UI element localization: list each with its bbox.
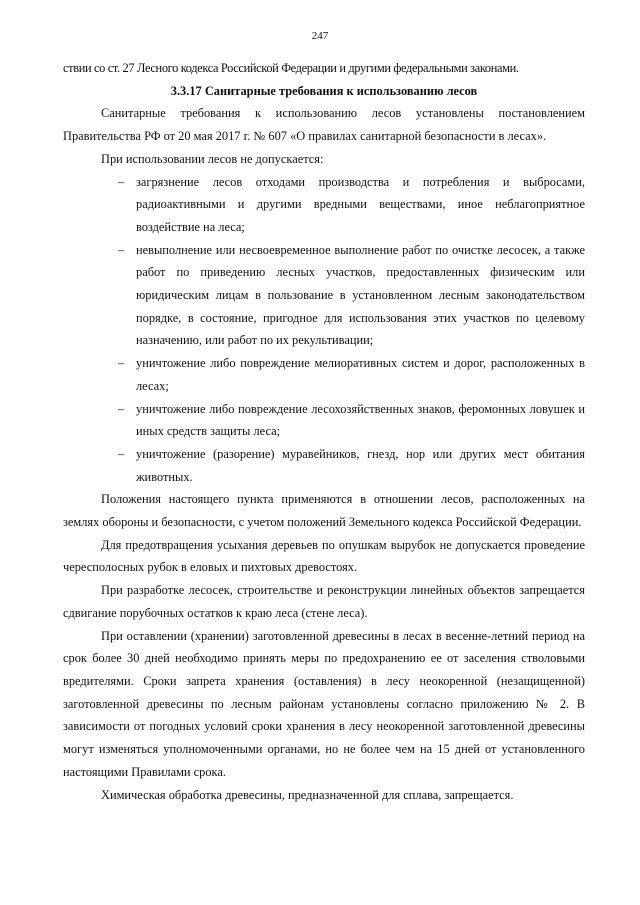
- list-item-text: загрязнение лесов отходами производства и потребления и выбросами, радиоактивными и другими вредными веществами, иное неблагоприятное воздействие на леса;: [136, 174, 585, 234]
- section-title: 3.3.17 Санитарные требования к использованию лесов: [170, 83, 478, 98]
- list-item-text: невыполнение или несвоевременное выполнение работ по очистке лесосек, а также работ по приведению лесных участков, предоставленных физическим или юридическим лицам в пользование в установленном лесным законодательством порядке, в состояние, пригодное для использования этих участков по целевому назначению, или работ по их рекультивации;: [136, 242, 585, 348]
- paragraph-drying-prevention: Для предотвращения усыхания деревьев по опушкам вырубок не допускается проведение чересполосных рубок в еловых и пихтовых древостоях.: [63, 537, 585, 575]
- paragraph-intro: Санитарные требования к использованию лесов установлены постановлением Правительства РФ от 20 мая 2017 г. № 607 «О правилах санитарной безопасности в лесах».: [63, 106, 585, 144]
- paragraph-chemical-treatment: Химическая обработка древесины, предназначенной для сплава, запрещается.: [101, 787, 514, 802]
- page-number: 247: [311, 30, 329, 42]
- list-item-text: уничтожение (разорение) муравейников, гнезд, нор или других мест обитания животных.: [136, 446, 585, 484]
- list-item-text: уничтожение либо повреждение лесохозяйственных знаков, феромонных ловушек и иных средств защиты леса;: [136, 401, 585, 439]
- list-item: [63, 171, 585, 239]
- prohibition-list: [63, 171, 585, 489]
- continuation-line: ствии со ст. 27 Лесного кодекса Российской Федерации и другими федеральными законами.: [63, 61, 519, 75]
- dash-marker: –: [118, 242, 125, 257]
- paragraph-linear-objects: При разработке лесосек, строительстве и реконструкции линейных объектов запрещается сдвигание порубочных остатков к краю леса (стене леса).: [63, 583, 585, 620]
- document-body: [63, 57, 585, 806]
- list-item: [63, 239, 585, 353]
- list-item: [63, 352, 585, 397]
- dash-marker: –: [118, 174, 125, 189]
- list-item: [63, 398, 585, 443]
- paragraph-defense-lands: Положения настоящего пункта применяются в отношении лесов, расположенных на землях обороны и безопасности, с учетом положений Земельного кодекса Российской Федерации.: [63, 492, 585, 530]
- dash-marker: –: [118, 446, 125, 461]
- dash-marker: –: [118, 356, 125, 371]
- paragraph-lead: При использовании лесов не допускается:: [101, 151, 324, 166]
- list-item: [63, 443, 585, 488]
- paragraph-wood-storage: При оставлении (хранении) заготовленной древесины в лесах в весенне-летний период на срок более 30 дней необходимо принять меры по предохранению ее от заселения стволовыми вредителями. Сроки запрета хранения (оставления) в лесу неокоренной (незащищенной) заготовленной древесины по лесным районам установлены согласно приложению № 2. В зависимости от погодных условий сроки хранения в лесу неокоренной заготовленной древесины могут изменяться уполномоченными органами, но не более чем на 15 дней от установленного настоящими Правилами срока.: [63, 628, 585, 779]
- dash-marker: –: [118, 401, 125, 416]
- list-item-text: уничтожение либо повреждение мелиоративных систем и дорог, расположенных в лесах;: [136, 356, 585, 393]
